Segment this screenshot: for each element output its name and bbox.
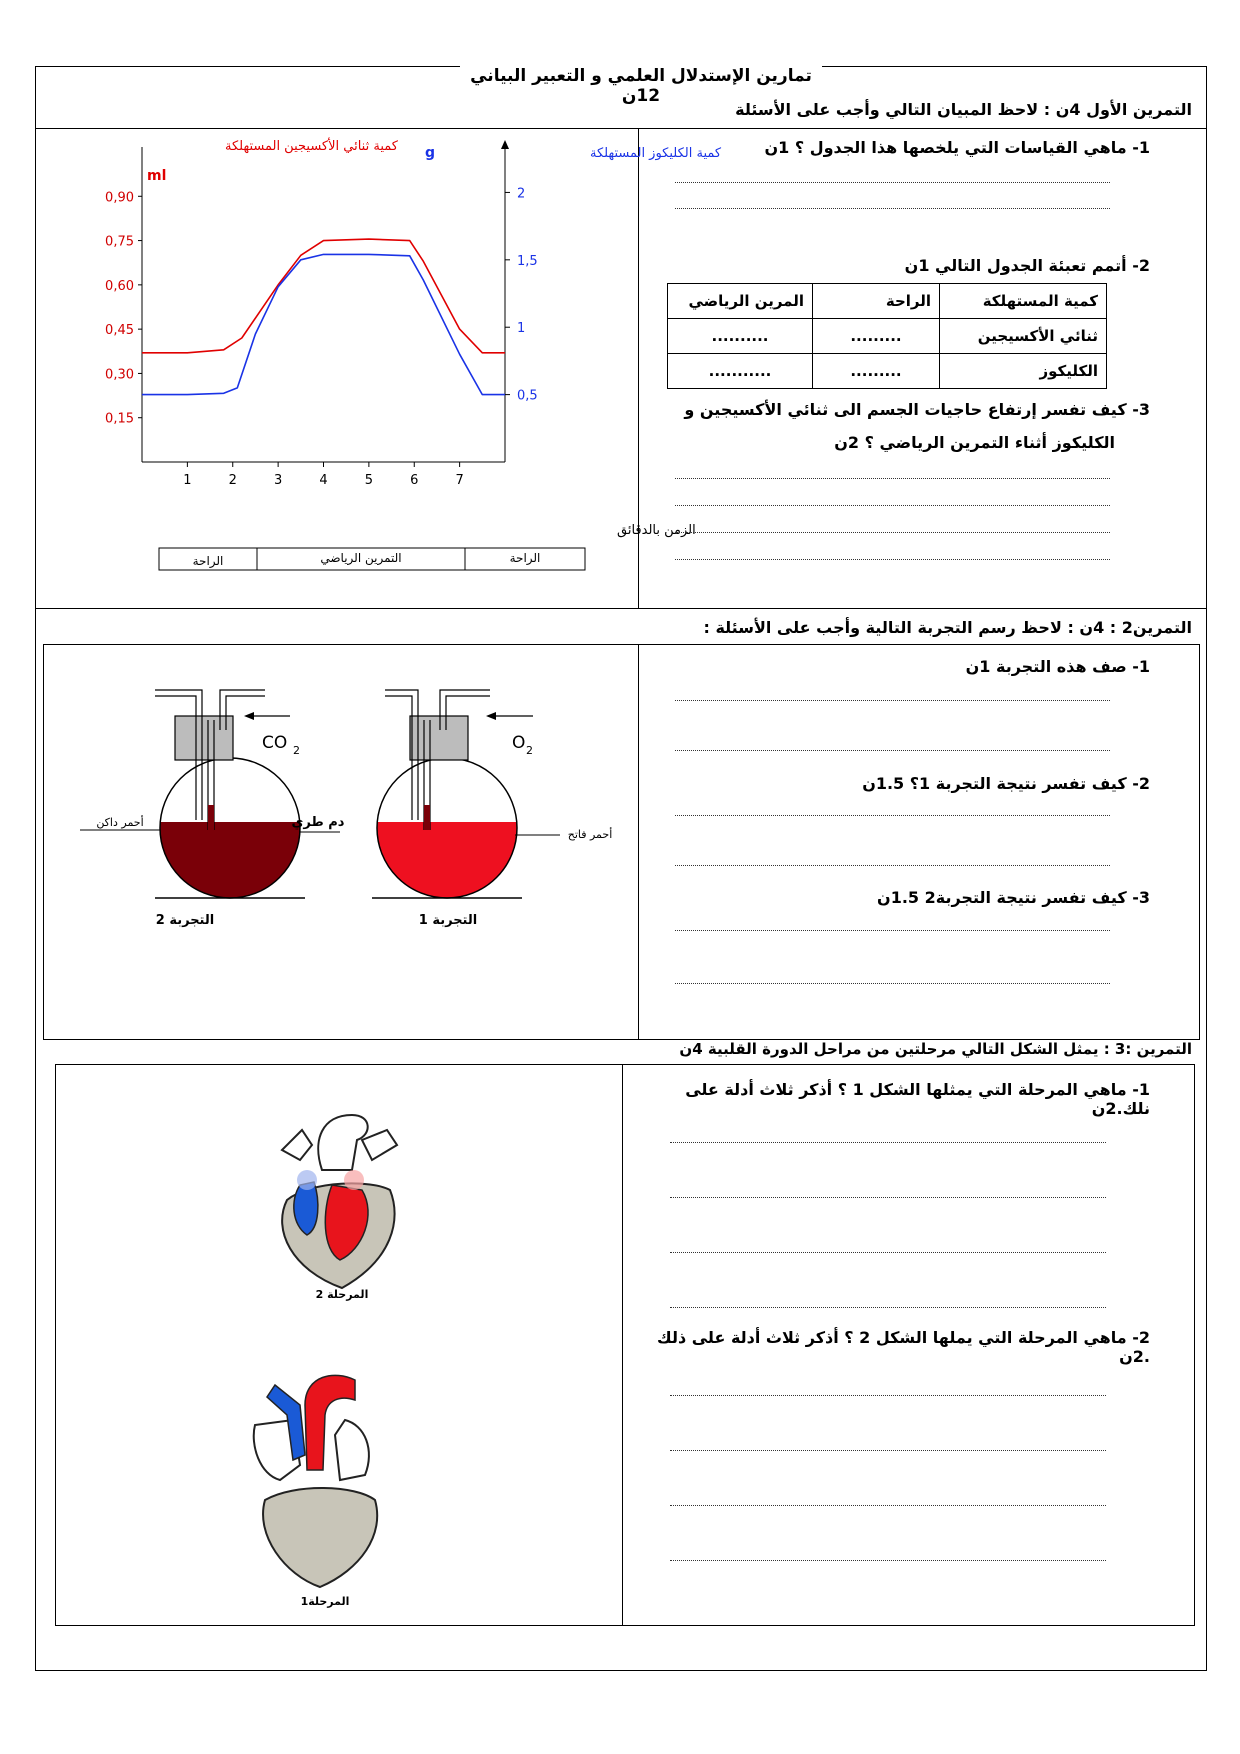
answer-line[interactable] <box>670 1142 1106 1143</box>
answer-line[interactable] <box>675 815 1110 816</box>
gas-co2: CO <box>262 733 288 753</box>
ex1-rule-top <box>35 128 1207 129</box>
label-exp1: التجربة 1 <box>418 913 478 928</box>
frame-left <box>35 66 36 1670</box>
stage-2-label: المرحلة 2 <box>315 1288 369 1301</box>
x-tick-label: 6 <box>410 473 419 488</box>
y-left-tick-label: 0,75 <box>105 234 134 250</box>
stage-1-label: المرحلة1 <box>300 1595 350 1608</box>
chart-title-left: كمية ثنائي الأكسيجين المستهلكة <box>225 139 398 154</box>
chart-unit-right: g <box>425 145 436 161</box>
chart-unit-left: ml <box>147 168 167 184</box>
y-left-tick-label: 0,30 <box>105 367 134 383</box>
gas-o2-sub: 2 <box>526 744 533 757</box>
series-glucose <box>142 254 505 394</box>
answer-line[interactable] <box>670 1450 1106 1451</box>
page-title: تمارين الإستدلال العلمي و التعبير البياني 12ن <box>470 66 812 106</box>
label-light-red: أحمر فاتح <box>567 828 613 841</box>
y-left-tick-label: 0,60 <box>105 278 134 294</box>
phase-bar <box>159 548 585 570</box>
label-fresh-blood: دم طري <box>291 815 345 830</box>
answer-line[interactable] <box>670 1307 1106 1308</box>
ex1-q3b: الكليكوز أثناء التمرين الرياضي ؟ 2ن <box>834 433 1115 452</box>
answer-line[interactable] <box>675 559 1110 560</box>
x-tick-label: 2 <box>228 473 237 488</box>
ex2-heading: التمرين2 : 4ن : لاحظ رسم التجربة التالية وأجب على الأسئلة : <box>703 618 1192 637</box>
answer-line[interactable] <box>675 983 1110 984</box>
y-left-tick-label: 0,15 <box>105 411 134 427</box>
answer-line[interactable] <box>675 750 1110 751</box>
flask-1 <box>372 690 612 928</box>
phase-exercise: التمرين الرياضي <box>320 551 402 565</box>
chart-title-right: كمية الكليكوز المستهلكة <box>590 146 722 161</box>
ex2-diagram <box>60 680 630 928</box>
answer-line[interactable] <box>670 1560 1106 1561</box>
table-row <box>668 284 1107 319</box>
ex1-table <box>667 283 1107 389</box>
y-left-tick-label: 0,90 <box>105 190 134 206</box>
table-header: كمية المستهلكة <box>940 284 1107 319</box>
answer-line[interactable] <box>670 1395 1106 1396</box>
answer-line[interactable] <box>675 865 1110 866</box>
ex2-q1: 1- صف هذه التجربة 1ن <box>965 657 1150 676</box>
answer-line[interactable] <box>675 532 1110 533</box>
answer-line[interactable] <box>670 1252 1106 1253</box>
answer-line[interactable] <box>670 1505 1106 1506</box>
ex3-q2: 2- ماهي المرحلة التي يملها الشكل 2 ؟ أذكر ثلاث أدلة على ذلك .2ن <box>657 1328 1150 1366</box>
table-row <box>668 319 1107 354</box>
frame-right <box>1206 66 1207 1670</box>
y-axis-arrow <box>501 140 509 149</box>
x-tick-label: 3 <box>273 473 283 488</box>
table-row <box>668 354 1107 389</box>
ex1-q3a: 3- كيف تفسر إرتفاع حاجيات الجسم الى ثنائي الأكسيجين و <box>684 400 1150 419</box>
frame-top-left <box>35 66 460 67</box>
answer-line[interactable] <box>670 1197 1106 1198</box>
y-right-tick-label: 2 <box>517 186 526 202</box>
answer-line[interactable] <box>675 700 1110 701</box>
gas-co2-sub: 2 <box>293 744 300 757</box>
ex2-divider <box>638 644 639 1040</box>
label-exp2: التجربة 2 <box>155 913 215 928</box>
ex3-heading: التمرين :3 : يمثل الشكل التالي مرحلتين من مراحل الدورة القلبية 4ن <box>679 1040 1192 1058</box>
frame-top-right <box>822 66 1206 67</box>
heart-stage-1 <box>245 1365 405 1608</box>
flask-2 <box>80 690 315 937</box>
ex1-q1: 1- ماهي القياسات التي يلخصها هذا الجدول ؟ 1ن <box>764 138 1150 157</box>
ex2-q3: 3- كيف تفسر نتيجة التجربة2 1.5ن <box>877 888 1150 907</box>
y-right-tick-label: 1,5 <box>517 253 538 269</box>
table-cell: ثنائي الأكسيجين <box>940 319 1107 354</box>
phase-rest-2: الراحة <box>509 551 541 565</box>
y-right-tick-label: 1 <box>517 321 526 337</box>
chart-xlabel: الزمن بالدقائق <box>617 523 696 538</box>
table-header: الراحة <box>813 284 940 319</box>
label-dark-red: أحمر داكن <box>96 816 144 829</box>
answer-line[interactable] <box>675 208 1110 209</box>
answer-line[interactable] <box>675 930 1110 931</box>
answer-line[interactable] <box>675 182 1110 183</box>
table-header: المرين الرياضي <box>668 284 813 319</box>
table-cell-answer[interactable]: ......... <box>813 319 940 354</box>
answer-line[interactable] <box>675 478 1110 479</box>
table-cell-answer[interactable]: ......... <box>813 354 940 389</box>
answer-line[interactable] <box>675 505 1110 506</box>
table-cell-answer[interactable]: .......... <box>668 319 813 354</box>
phase-rest-1: الراحة <box>192 554 224 568</box>
frame-bottom <box>35 1670 1207 1671</box>
ex1-q2: 2- أتمم تعبئة الجدول التالي 1ن <box>904 256 1150 275</box>
y-right-tick-label: 0,5 <box>517 388 538 404</box>
table-cell-answer[interactable]: ........... <box>668 354 813 389</box>
heart-stage-2 <box>262 1110 422 1300</box>
table-cell: الكليكوز <box>940 354 1107 389</box>
ex1-rule-bottom <box>35 608 1207 609</box>
gas-o2: O <box>512 733 526 753</box>
ex3-q1: 1- ماهي المرحلة التي يمثلها الشكل 1 ؟ أذكر ثلاث أدلة على نلك.2ن <box>685 1080 1150 1118</box>
ex2-q2: 2- كيف تفسر نتيجة التجربة 1؟ 1.5ن <box>862 774 1150 793</box>
ex1-chart <box>45 132 722 572</box>
x-tick-label: 4 <box>319 473 328 488</box>
ex3-divider <box>622 1064 623 1626</box>
x-tick-label: 7 <box>455 473 464 488</box>
ex1-heading: التمرين الأول 4ن : لاحظ المبيان التالي وأجب على الأسئلة <box>735 100 1192 119</box>
x-tick-label: 5 <box>364 473 374 488</box>
y-left-tick-label: 0,45 <box>105 323 134 339</box>
x-tick-label: 1 <box>183 473 192 488</box>
